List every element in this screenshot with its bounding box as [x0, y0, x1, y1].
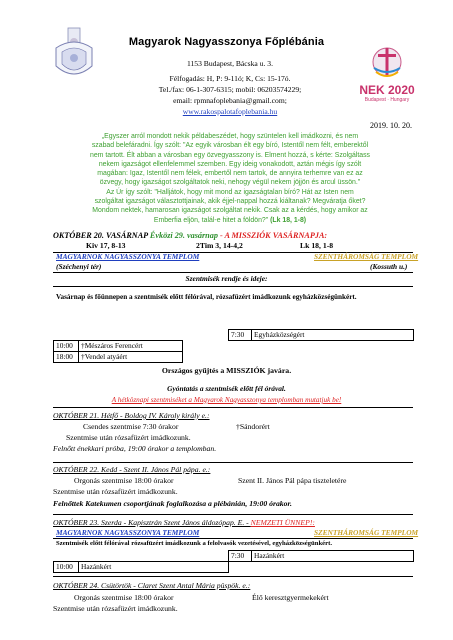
mass-time: 10:00	[54, 341, 79, 352]
oct24-heading: OKTÓBER 24. Csütörtök - Claret Szent Antal Mária püspök. e.:	[53, 581, 251, 590]
oct23-heading: OKTÓBER 23. Szerda - Kapisztrán Szent János áldozópap. E. - NEMZETI ÜNNEP!:	[53, 518, 315, 527]
oct22-mass: Orgonás szentmise 18:00 órakor	[74, 476, 174, 485]
quote-line: nem tartott. Élt abban a városban egy özvegyasszony is. Elment hozzá, s kérte: Szolgáltass	[90, 151, 370, 159]
contact-block	[90, 58, 370, 117]
oct23-church-left: MAGYARNOK NAGYASSZONYA TEMPLOM	[56, 528, 200, 537]
mass-intention: †Mészáros Ferencért	[79, 341, 183, 352]
oct22-heading: OKTÓBER 22. Kedd - Szent II. János Pál pápa. e.:	[53, 465, 211, 474]
oct21-intention: †Sándorért	[236, 422, 270, 431]
reading-2: 2Tim 3, 14-4,2	[196, 241, 243, 250]
reading-3: Lk 18, 1-8	[300, 241, 334, 250]
email: email: rpmnafoplebania@gmail.com;	[173, 96, 287, 105]
quote-line: Mondom nektek, hamarosan igazságot szolgáltat nekik. Csak az a kérdés, hogy amikor az	[92, 207, 368, 215]
quote-line: Az Úr így szólt: "Halljátok, hogy mit mond az igazságtalan bíró? Hát az Isten nem	[106, 188, 354, 196]
oct23-table-10	[53, 561, 229, 573]
quote-reference: (Lk 18, 1-8)	[270, 216, 307, 224]
mass-table-730	[228, 329, 414, 341]
mass-intention: Egyházközségért	[252, 330, 414, 341]
phone: Tel./fax: 06-1-307-6315; mobil: 06203574229;	[158, 85, 302, 94]
oct20-heading: OKTÓBER 20. VASÁRNAP Évközi 29. vasárnap - A MISSZIÓK VASÁRNAPJA:	[53, 231, 328, 240]
mass-time: 18:00	[54, 352, 79, 363]
mass-intention: †Vendel atyáért	[79, 352, 183, 363]
oct22-intention: Szent II. János Pál pápa tiszteletére	[238, 476, 347, 485]
parish-title: Magyarok Nagyasszonya Főplébánia	[128, 36, 325, 48]
mass-time: 7:30	[229, 330, 252, 341]
quote-line: szabad belefáradni. Így szólt: "Az egyik városban élt egy bíró, Istentől nem félt, emberektől	[91, 142, 369, 150]
oct21-rosary: Szentmise után rózsafüzért imádkozunk.	[66, 433, 191, 442]
mass-time: 10:00	[54, 562, 79, 573]
mass-time: 7:30	[229, 551, 252, 562]
website-link[interactable]: www.rakospalotafoplebania.hu	[182, 107, 278, 116]
church-left: MAGYARNOK NAGYASSZONYA TEMPLOM	[56, 252, 200, 261]
office-hours: Félfogadás: H, P: 9-11ó; K, Cs: 15-17ó.	[169, 74, 291, 83]
quote-line: özvegy, hogy igazságot szolgáltatok neki, nehogy végül nekem jöjjön és arcul üssön."	[99, 179, 361, 187]
address: 1153 Budapest, Bácska u. 3.	[187, 59, 273, 68]
nek-logo-text: NEK 2020	[359, 83, 415, 97]
oct21-mass: Csendes szentmise 7:30 órakor	[83, 422, 179, 431]
mission-collection: Országos gyűjtés a MISSZIÓK javára.	[161, 366, 292, 375]
quote-line: magában: Igaz, Istentől nem félek, embertől nem tartok, de annyira terhemre van ez az	[97, 170, 363, 178]
mass-intention: Hazánkért	[252, 551, 414, 562]
church-right-location: (Kossuth u.)	[370, 262, 408, 271]
quote-line: Emberfia eljön, talál-e hitet a földön?" (Lk 18, 1-8)	[153, 216, 307, 224]
oct24-rosary: Szentmise után rózsafüzért imádkozunk.	[53, 604, 178, 613]
quote-line: szolgáltat igazságot választottjainak, akik éjjel-nappal hozzá kiáltanak? Megváratja őket?	[94, 198, 366, 206]
mass-intention: Hazánkért	[79, 562, 229, 573]
oct22-rosary: Szentmise után rózsafüzért imádkozunk.	[53, 487, 178, 496]
oct23-table-730	[228, 550, 414, 562]
oct22-catechumen: Felnőttek Katekumen csoportjának foglalkozása a plébánián, 19:00 órakor.	[53, 499, 292, 508]
oct24-mass: Orgonás szentmise 18:00 órakor	[74, 593, 174, 602]
oct21-heading: OKTÓBER 21. Hétfő - Boldog IV. Károly király e.:	[53, 411, 210, 420]
weekday-notice: A hétköznapi szentmiséket a Magyarok Nagyasszonya templomban mutatjuk be!	[111, 396, 342, 404]
oct21-choir: Felnőtt énekkari próba, 19:00 órakor a templomban.	[53, 444, 217, 453]
quote-line: „Egyszer arról mondott nekik példabeszédet, hogy szüntelen kell imádkozni, és nem	[101, 133, 359, 140]
church-left-location: (Széchenyi tér)	[56, 262, 102, 271]
sunday-rosary-note: Vasárnap és főünnepen a szentmisék előtt félórával, rózsafüzért imádkozunk egyházközségünkért.	[56, 293, 357, 301]
bulletin-date: 2019. 10. 20.	[370, 121, 412, 130]
reading-1: Kiv 17, 8-13	[86, 241, 126, 250]
nek-logo-subtext: Budapest · Hungary	[364, 97, 410, 103]
mass-order-title: Szentmisék rendje és ideje:	[185, 274, 268, 283]
oct23-church-right: SZENTHÁROMSÁG TEMPLOM	[314, 528, 419, 537]
oct24-intention: Élő keresztgyermekekért	[252, 593, 329, 602]
confession-notice: Gyóntatás a szentmisék előtt fél órával.	[167, 384, 286, 393]
mass-table-morning	[53, 340, 183, 363]
gospel-quote	[44, 132, 416, 225]
oct23-rosary-note: Szentmisék előtt félórával rózsafüzért imádkozunk a felolvasók vezetésével, egyházközségünkért.	[56, 540, 332, 547]
church-right: SZENTHÁROMSÁG TEMPLOM	[314, 252, 419, 261]
quote-line: nekem igazságot ellenfelemmel szemben. Egy ideig vonakodott, aztán mégis így szólt	[98, 160, 362, 168]
